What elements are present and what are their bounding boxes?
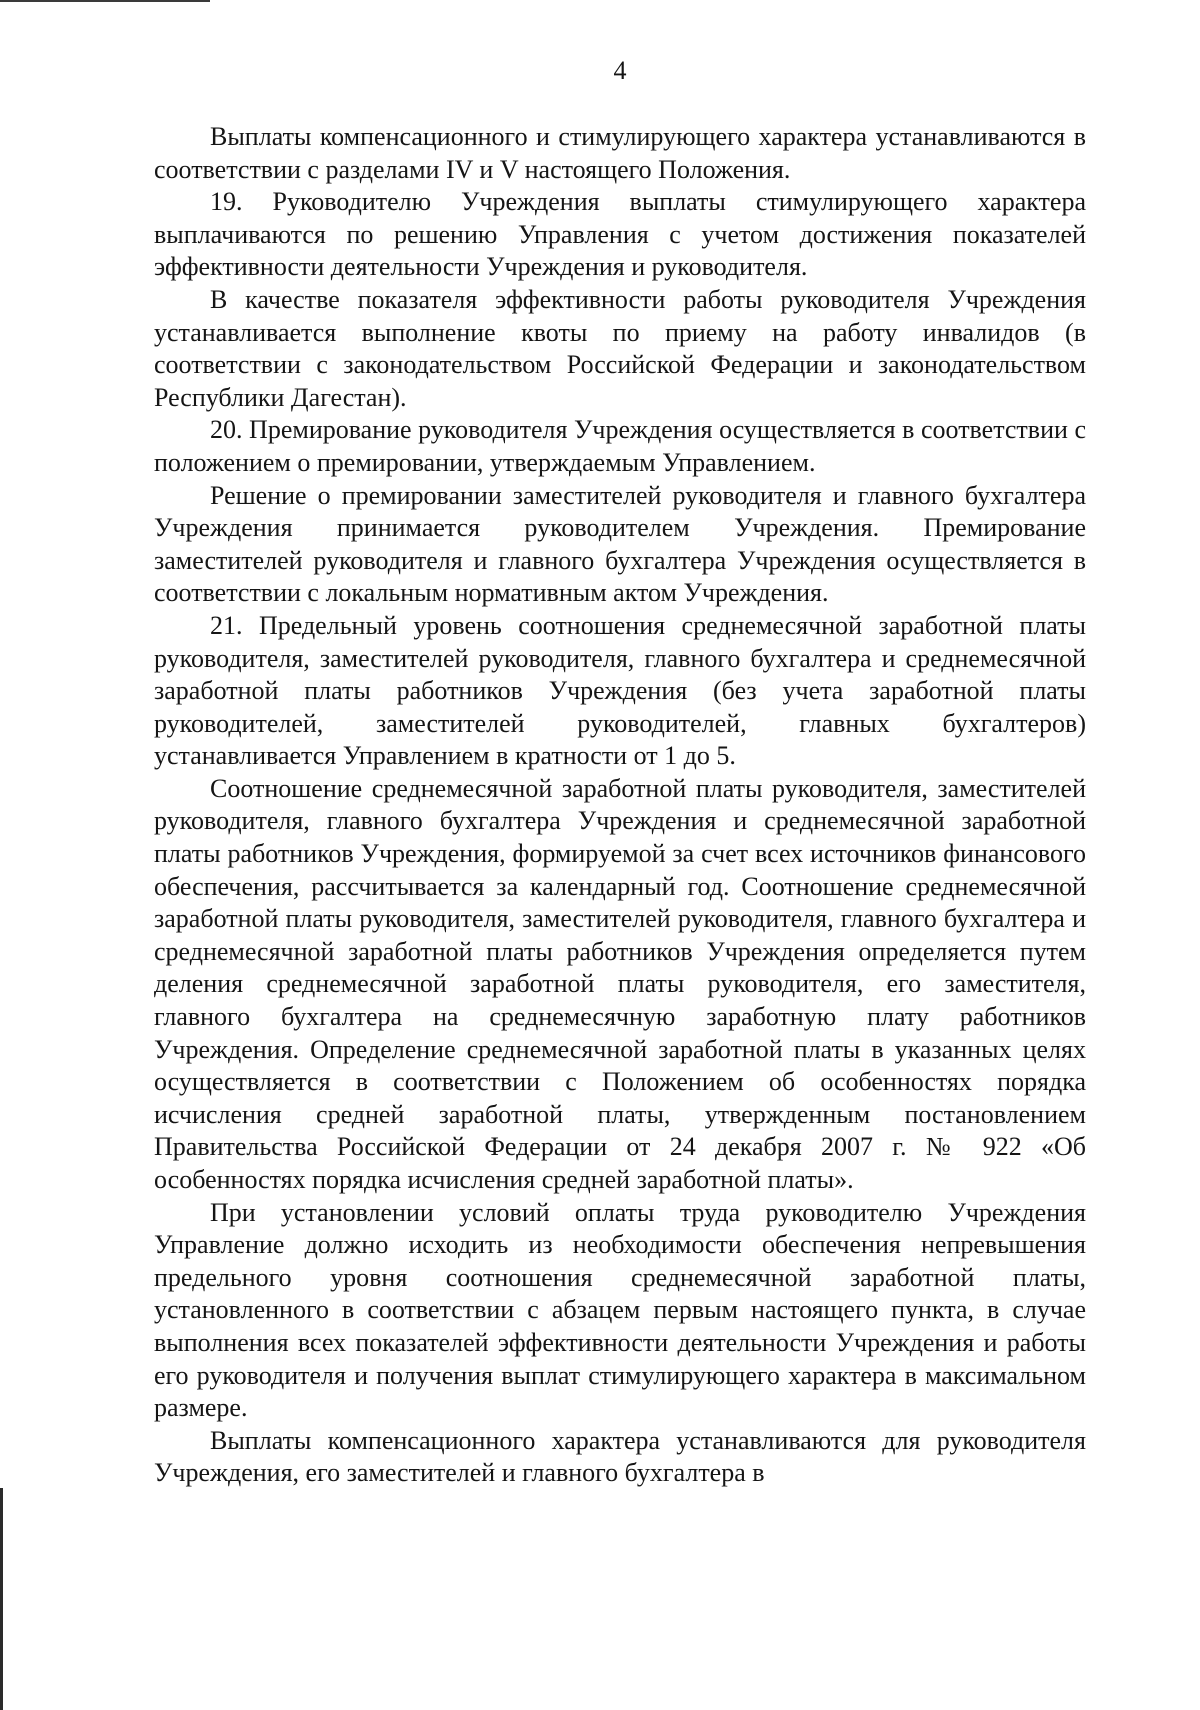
paragraph-labor-conditions: При установлении условий оплаты труда руководителю Учреждения Управление должно исходить из необходимости обеспечения непревышения предельного уровня соотношения среднемесячной заработной платы, установленного в соответствии с абзацем первым настоящего пункта, в случае выполнения всех показателей эффективности деятельности Учреждения и работы его руководителя и получения выплат стимулирующего характера в максимальном размере.: [154, 1197, 1086, 1423]
paragraph-salary-ratio-calculation: Соотношение среднемесячной заработной платы руководителя, заместителей руководителя, главного бухгалтера Учреждения и среднемесячной заработной платы работников Учреждения, формируемой за счет всех источников финансового обеспечения, рассчитывается за календарный год. Соотношение среднемесячной заработной платы руководителя, заместителей руководителя, главного бухгалтера и среднемесячной заработной платы работников Учреждения определяется путем деления среднемесячной заработной платы руководителя, его заместителя, главного бухгалтера на среднемесячную заработную плату работников Учреждения. Определение среднемесячной заработной платы в указанных целях осуществляется в соответствии с Положением об особенностях порядка исчисления средней заработной платы, утвержденным постановлением Правительства Российской Федерации от 24 декабря 2007 г. № 922 «Об особенностях порядка исчисления средней заработной платы».: [154, 773, 1086, 1194]
paragraph-compensation-for-management: Выплаты компенсационного характера устанавливаются для руководителя Учреждения, его заместителей и главного бухгалтера в: [154, 1425, 1086, 1488]
paragraph-20-bonus: 20. Премирование руководителя Учреждения осуществляется в соответствии с положением о премировании, утверждаемым Управлением.: [154, 415, 1086, 477]
paragraph-19-head-incentive-payments: 19. Руководителю Учреждения выплаты стимулирующего характера выплачиваются по решению Управления с учетом достижения показателей эффективности деятельности Учреждения и руководителя.: [154, 187, 1086, 282]
scan-edge-mark-top: [0, 0, 210, 2]
paragraph-compensation-payments: Выплаты компенсационного и стимулирующего характера устанавливаются в соответствии с разделами IV и V настоящего Положения.: [154, 122, 1086, 184]
document-body: [154, 121, 1086, 1490]
paragraph-deputies-bonus: Решение о премировании заместителей руководителя и главного бухгалтера Учреждения принимается руководителем Учреждения. Премирование заместителей руководителя и главного бухгалтера Учреждения осуществляется в соответствии с локальным нормативным актом Учреждения.: [154, 480, 1086, 608]
paragraph-21-salary-ratio-limit: 21. Предельный уровень соотношения среднемесячной заработной платы руководителя, заместителей руководителя, главного бухгалтера и среднемесячной заработной платы работников Учреждения (без учета заработной платы руководителей, заместителей руководителей, главных бухгалтеров) устанавливается Управлением в кратности от 1 до 5.: [154, 610, 1086, 771]
paragraph-efficiency-indicator: В качестве показателя эффективности работы руководителя Учреждения устанавливается выполнение квоты по приему на работу инвалидов (в соответствии с законодательством Российской Федерации и законодательством Республики Дагестан).: [154, 284, 1086, 412]
scan-edge-mark-left: [0, 1488, 3, 1710]
page-number: 4: [613, 56, 627, 85]
